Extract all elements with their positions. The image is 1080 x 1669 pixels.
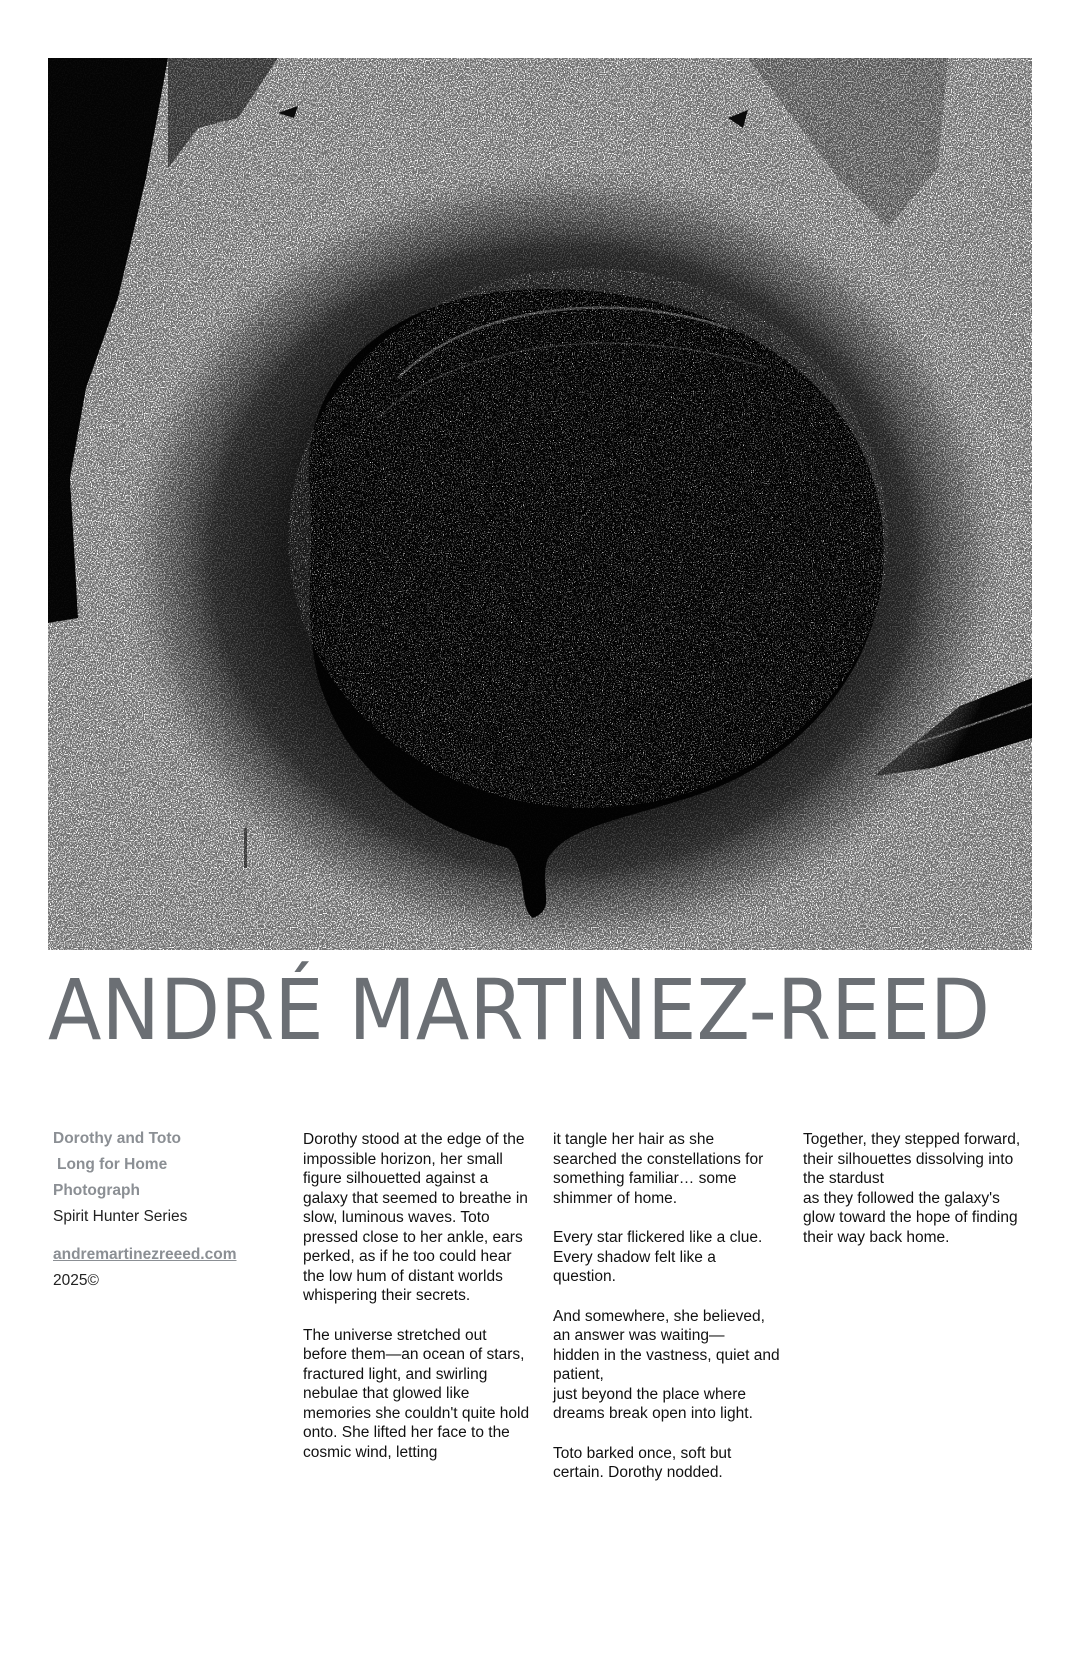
story-column-2 [553,1130,781,1503]
story-paragraph: Toto barked once, soft but certain. Dorothy nodded. [553,1444,732,1481]
artwork-series: Spirit Hunter Series [53,1208,188,1225]
artwork-title-line1: Dorothy and Toto [53,1130,181,1147]
story-column-3 [803,1130,1031,1267]
story-column-1 [303,1130,531,1482]
artist-name-heading [48,955,990,1065]
artwork-medium: Photograph [53,1182,140,1199]
copyright-year: 2025© [53,1272,99,1289]
story-paragraph: The universe stretched out before them—an ocean of stars, fractured light, and swirling nebulae that glowed like memories she couldn't quite hold onto. She lifted her face to the cosmic wind, letting [303,1326,530,1461]
story-paragraph: Every star flickered like a clue. Every shadow felt like a question. [553,1229,763,1285]
artist-name-text: ANDRÉ MARTINEZ-REED [48,961,990,1059]
story-paragraph: it tangle her hair as she searched the constellations for something familiar… some shimmer of home. [553,1131,764,1207]
artwork-caption [53,1126,283,1294]
story-paragraph: Together, they stepped forward, their silhouettes dissolving into the stardust as they followed the galaxy's glow toward the hope of finding their way back home. [803,1131,1021,1246]
galaxy-photograph [48,58,1032,950]
artwork-title-line2: Long for Home [57,1156,168,1173]
story-paragraph: And somewhere, she believed, an answer was waiting— hidden in the vastness, quiet and patient, just beyond the place where dreams break open into light. [553,1307,780,1422]
story-paragraph: Dorothy stood at the edge of the impossible horizon, her small figure silhouetted against a galaxy that seemed to breathe in slow, luminous waves. Toto pressed close to her ankle, ears perked, as if he too could hear the low hum of distant worlds whispering their secrets. [303,1131,528,1304]
website-link[interactable]: andremartinezreeed.com [53,1246,237,1263]
